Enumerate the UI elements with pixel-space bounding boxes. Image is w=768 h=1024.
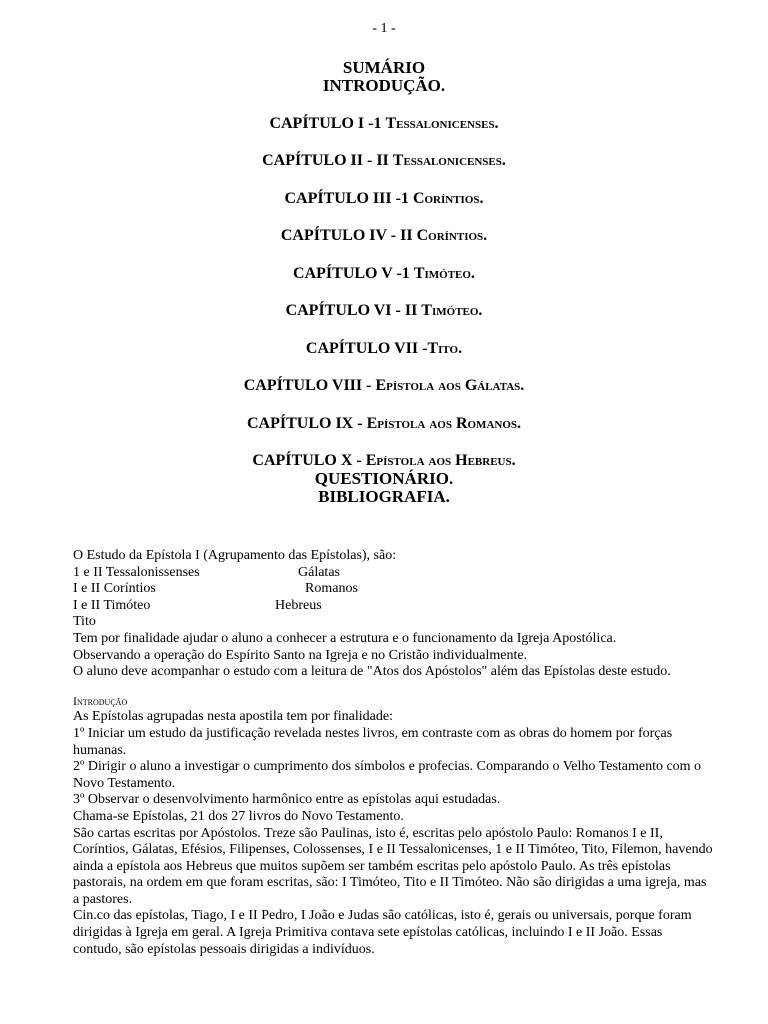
section-line: 2º Dirigir o aluno a investigar o cumprimento dos símbolos e profecias. Comparando o Velho Testamento com o Novo Testamento. [73, 759, 702, 791]
table-of-contents [0, 59, 768, 506]
toc-chapter: CAPÍTULO X - Epístola aos Hebreus. [252, 452, 516, 469]
toc-introducao: INTRODUÇÃO. [322, 76, 446, 95]
book-row: Tito [73, 614, 96, 630]
body-text [73, 548, 713, 958]
section-line: 3º Observar o desenvolvimento harmônico entre as epístolas aqui estudadas. [73, 792, 501, 808]
book-row: I e II Coríntios Romanos [73, 581, 358, 597]
section-line: Chama-se Epístolas, 21 dos 27 livros do Novo Testamento. [73, 808, 404, 824]
section-line: As Epístolas agrupadas nesta apostila tem por finalidade: [73, 709, 393, 725]
toc-chapter: CAPÍTULO V -1 Timóteo. [293, 265, 475, 282]
page-number: - 1 - [372, 21, 396, 36]
toc-bibliografia: BIBLIOGRAFIA. [318, 487, 450, 506]
section-heading: Introdução [73, 693, 128, 708]
toc-chapter: CAPÍTULO I -1 Tessalonicenses. [269, 115, 499, 132]
intro-lead: O Estudo da Epístola I (Agrupamento das Epístolas), são: [73, 548, 397, 563]
toc-chapter: CAPÍTULO III -1 Coríntios. [284, 190, 484, 207]
book-row: 1 e II Tessalonissenses Gálatas [73, 564, 340, 580]
intro-paragraph: Tem por finalidade ajudar o aluno a conhecer a estrutura e o funcionamento da Igreja Apostólica. [73, 630, 617, 646]
section-line: Cin.co das epístolas, Tiago, I e II Pedro, I João e Judas são católicas, isto é, gerais ou universais, porque foram dirigidas à Igreja em geral. A Igreja Primitiva contava sete epístolas católicas, incluindo I e II João. Essas contudo, são epístolas pessoais dirigidas a indivíduos. [73, 908, 692, 957]
section-line: São cartas escritas por Apóstolos. Treze são Paulinas, isto é, escritas pelo apóstolo Paulo: Romanos I e II, Coríntios, Gálatas, Efésios, Filipenses, Colossenses, I e II Tessalonicenses, 1 e II Timóteo, Tito, Filemon, havendo ainda a epístola aos Hebreus que muitos supõem ser também escritas pelo apóstolo Paulo. As três epístolas pastorais, na ordem em que foram escritas, são: I Timóteo, Tito e II Timóteo. Não são dirigidas a uma igreja, mas a pastores. [73, 825, 713, 907]
toc-sumario: SUMÁRIO [342, 58, 426, 77]
book-row: I e II Timóteo Hebreus [73, 597, 322, 613]
toc-chapter: CAPÍTULO II - II Tessalonicenses. [262, 152, 506, 169]
toc-chapter: CAPÍTULO VII -Tito. [305, 340, 463, 357]
intro-paragraph: Observando a operação do Espírito Santo na Igreja e no Cristão individualmente. [73, 647, 528, 663]
toc-questionario: QUESTIONÁRIO. [314, 469, 454, 488]
toc-chapter: CAPÍTULO VIII - Epístola aos Gálatas. [243, 377, 525, 394]
toc-chapter: CAPÍTULO IV - II Coríntios. [280, 227, 488, 244]
toc-chapter: CAPÍTULO IX - Epístola aos Romanos. [247, 415, 521, 432]
toc-chapter: CAPÍTULO VI - II Timóteo. [285, 302, 483, 319]
intro-paragraph: O aluno deve acompanhar o estudo com a leitura de "Atos dos Apóstolos" além das Epístolas deste estudo. [73, 664, 671, 680]
section-line: 1º Iniciar um estudo da justificação revelada nestes livros, em contraste com as obras do homem por forças humanas. [73, 725, 673, 758]
